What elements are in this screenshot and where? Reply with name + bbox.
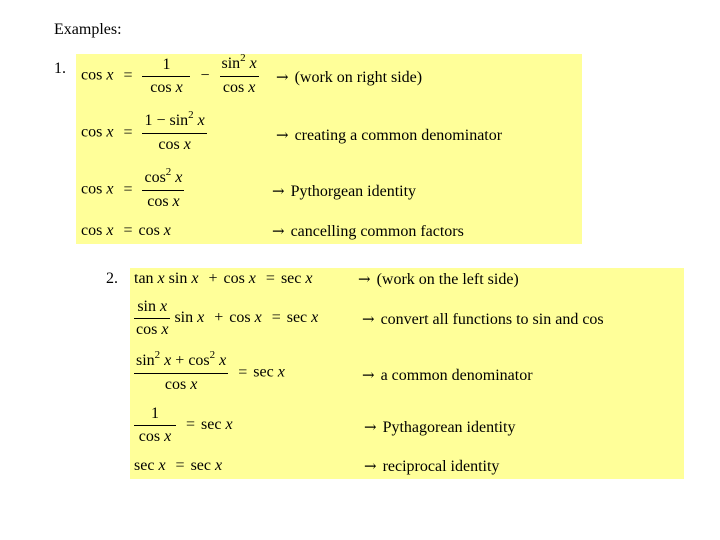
var-x: x bbox=[163, 222, 171, 239]
equals-sign: = bbox=[175, 457, 185, 474]
equals-sign: = bbox=[123, 123, 133, 141]
fraction-one-over-cos bbox=[142, 56, 190, 97]
example-1-number: 1. bbox=[54, 60, 66, 77]
sec-text: sec bbox=[134, 457, 155, 474]
cos-text: cos bbox=[150, 78, 172, 96]
var-x: x bbox=[106, 222, 114, 239]
var-x: x bbox=[219, 352, 227, 369]
var-x: x bbox=[106, 180, 114, 198]
cos-text: cos bbox=[81, 123, 103, 141]
sec-text: sec bbox=[280, 270, 302, 287]
cos-text: cos bbox=[229, 309, 251, 327]
sin-text: sin bbox=[174, 309, 194, 327]
var-x: x bbox=[106, 66, 114, 84]
ex2-line2-note bbox=[362, 310, 604, 329]
cos-text: cos bbox=[138, 222, 160, 239]
var-x: x bbox=[248, 270, 256, 287]
right-arrow-icon: → bbox=[362, 366, 375, 384]
fraction-sin2-over-cos bbox=[220, 52, 259, 97]
var-x: x bbox=[175, 169, 183, 186]
right-arrow-icon: → bbox=[272, 182, 285, 200]
plus-sign: + bbox=[175, 352, 185, 369]
cos-text: cos bbox=[147, 193, 169, 210]
var-x: x bbox=[172, 193, 180, 210]
var-x: x bbox=[311, 309, 319, 327]
cos-text: cos bbox=[144, 169, 166, 186]
var-x: x bbox=[158, 457, 166, 474]
right-arrow-icon: → bbox=[272, 222, 285, 240]
var-x: x bbox=[161, 321, 169, 338]
cos-text: cos bbox=[81, 222, 103, 239]
var-x: x bbox=[175, 78, 183, 96]
ex2-line4-equation bbox=[134, 405, 233, 446]
note-text: reciprocal identity bbox=[382, 458, 500, 475]
sec-text: sec bbox=[253, 363, 274, 381]
ex2-line4-note bbox=[364, 418, 515, 437]
var-x: x bbox=[191, 270, 199, 287]
examples-heading: Examples: bbox=[54, 21, 122, 38]
sin-text: sin bbox=[137, 298, 156, 315]
sec-text: sec bbox=[201, 416, 222, 434]
equals-sign: = bbox=[271, 309, 281, 327]
note-text: Pythagorean identity bbox=[382, 419, 516, 436]
sec-text: sec bbox=[286, 309, 308, 327]
fraction-cos2-over-cos bbox=[142, 166, 184, 211]
ex1-line4-equation bbox=[81, 222, 171, 240]
numerator-one: 1 bbox=[144, 112, 153, 129]
example-2-number: 2. bbox=[106, 270, 118, 287]
right-arrow-icon: → bbox=[364, 457, 377, 475]
equals-sign: = bbox=[238, 363, 248, 381]
var-x: x bbox=[164, 428, 172, 445]
var-x: x bbox=[197, 112, 205, 129]
var-x: x bbox=[305, 270, 313, 287]
ex2-line1-equation bbox=[134, 270, 312, 288]
var-x: x bbox=[225, 416, 233, 434]
equals-sign: = bbox=[123, 66, 133, 84]
equals-sign: = bbox=[186, 416, 196, 434]
cos-text: cos bbox=[81, 180, 103, 198]
note-text: creating a common denominator bbox=[294, 127, 503, 144]
var-x: x bbox=[254, 309, 262, 327]
right-arrow-icon: → bbox=[276, 126, 289, 144]
sin-text: sin bbox=[169, 112, 189, 129]
minus-sign: − bbox=[156, 112, 166, 129]
note-text: cancelling common factors bbox=[290, 223, 464, 240]
sin-text: sin bbox=[136, 352, 155, 369]
cos-text: cos bbox=[136, 321, 158, 338]
equals-sign: = bbox=[123, 180, 133, 198]
ex2-line2-equation bbox=[134, 298, 318, 339]
ex1-line1-equation bbox=[81, 52, 259, 97]
tan-text: tan bbox=[134, 270, 154, 287]
ex2-line3-note bbox=[362, 366, 533, 385]
sec-text: sec bbox=[190, 457, 212, 474]
ex2-line5-equation bbox=[134, 457, 222, 475]
ex2-line5-note bbox=[364, 457, 499, 476]
plus-sign: + bbox=[208, 270, 218, 287]
numerator-one: 1 bbox=[151, 405, 159, 422]
right-arrow-icon: → bbox=[358, 270, 371, 288]
var-x: x bbox=[215, 457, 223, 474]
var-x: x bbox=[197, 309, 205, 327]
exponent-2: 2 bbox=[154, 349, 161, 361]
exponent-2: 2 bbox=[240, 52, 246, 64]
note-text: convert all functions to sin and cos bbox=[380, 311, 604, 328]
right-arrow-icon: → bbox=[362, 310, 375, 328]
cos-text: cos bbox=[158, 136, 180, 153]
var-x: x bbox=[183, 136, 191, 153]
minus-sign: − bbox=[200, 66, 210, 84]
ex1-line3-equation bbox=[81, 166, 184, 211]
fraction-one-over-cos bbox=[134, 405, 176, 446]
equals-sign: = bbox=[265, 270, 275, 287]
var-x: x bbox=[157, 270, 165, 287]
cos-text: cos bbox=[138, 428, 161, 445]
var-x: x bbox=[277, 363, 285, 381]
fraction-sin-over-cos bbox=[134, 298, 170, 339]
exponent-2: 2 bbox=[165, 166, 172, 178]
numerator-one: 1 bbox=[162, 55, 171, 73]
ex2-line1-note bbox=[358, 270, 519, 289]
ex1-line2-equation bbox=[81, 109, 207, 154]
var-x: x bbox=[248, 79, 256, 96]
ex1-line1-note bbox=[276, 68, 422, 87]
equals-sign: = bbox=[123, 222, 133, 239]
right-arrow-icon: → bbox=[364, 418, 377, 436]
note-text: a common denominator bbox=[380, 367, 533, 384]
sin-text: sin bbox=[168, 270, 188, 287]
note-text: (work on the left side) bbox=[376, 271, 519, 288]
ex2-line3-equation bbox=[134, 349, 285, 394]
cos-text: cos bbox=[81, 66, 103, 84]
note-text: Pythorgean identity bbox=[290, 183, 417, 200]
ex1-line2-note bbox=[276, 126, 502, 145]
right-arrow-icon: → bbox=[276, 68, 289, 86]
var-x: x bbox=[164, 352, 172, 369]
var-x: x bbox=[106, 123, 114, 141]
ex1-line4-note bbox=[272, 222, 464, 241]
plus-sign: + bbox=[214, 309, 224, 327]
var-x: x bbox=[190, 376, 198, 393]
cos-text: cos bbox=[188, 352, 210, 369]
var-x: x bbox=[249, 55, 257, 72]
cos-text: cos bbox=[222, 79, 245, 96]
cos-text: cos bbox=[223, 270, 245, 287]
exponent-2: 2 bbox=[209, 349, 216, 361]
cos-text: cos bbox=[164, 376, 187, 393]
fraction-sin2-plus-cos2-over-cos bbox=[134, 349, 228, 394]
exponent-2: 2 bbox=[188, 109, 194, 121]
fraction-one-minus-sin2-over-cos bbox=[142, 109, 206, 154]
ex1-line3-note bbox=[272, 182, 416, 201]
note-text: (work on right side) bbox=[294, 69, 423, 86]
sin-text: sin bbox=[221, 55, 241, 72]
var-x: x bbox=[160, 298, 168, 315]
